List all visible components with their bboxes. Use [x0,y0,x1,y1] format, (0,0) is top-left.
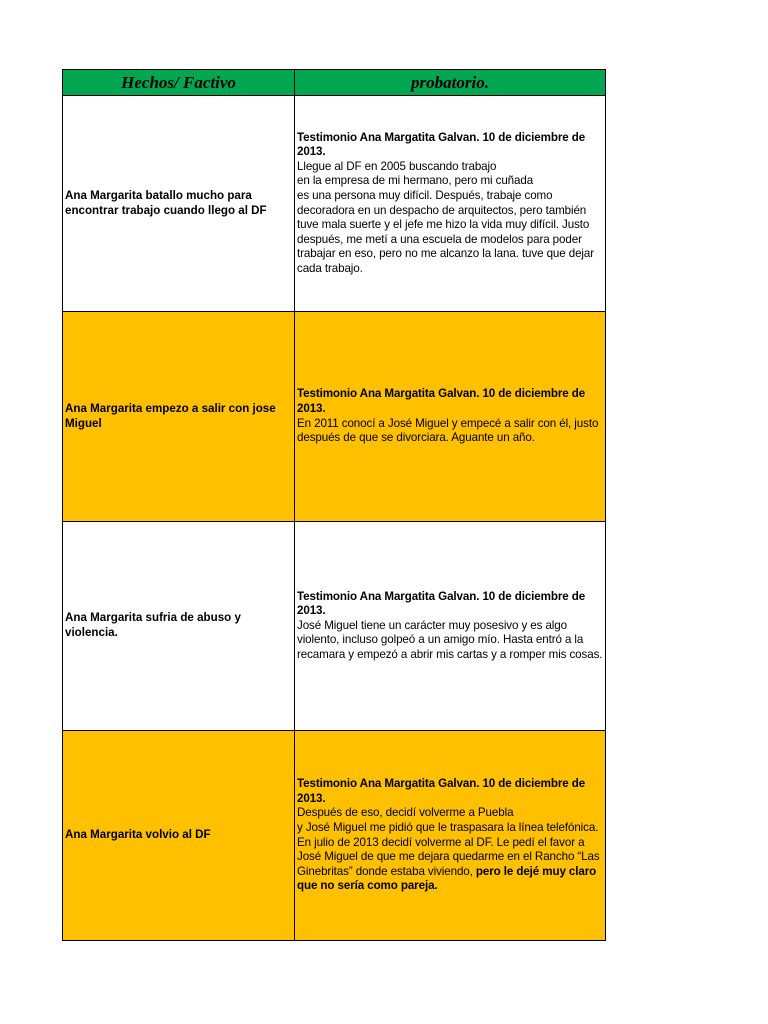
fact-cell[interactable]: Ana Margarita volvio al DF [63,731,295,941]
evidence-cell[interactable] [295,522,606,731]
header-row [63,70,606,96]
evidence-text: Después de eso, decidí volverme a Puebla y José Miguel me pidió que le traspasara la línea telefónica. En julio de 2013 decidí volverme al DF. Le pedí el favor a José Miguel de que me dejara quedarme en el Rancho “Las Ginebritas” donde estaba viviendo, [297,806,600,878]
evidence-bold-text: pero le dejé muy claro que no sería como pareja. [297,864,597,893]
spreadsheet-table-container [62,69,605,941]
header-hechos: Hechos/ Factivo [63,70,295,96]
evidence-text: En 2011 conocí a José Miguel y empecé a salir con él, justo después de que se divorciara. Aguante un año. [297,416,599,445]
evidence-body [297,806,603,894]
evidence-body [297,619,603,663]
evidence-text: José Miguel tiene un carácter muy posesivo y es algo violento, incluso golpeó a un amigo mío. Hasta entró a la recamara y empezó a abrir mis cartas y a romper mis cosas. [297,618,603,661]
evidence-title: Testimonio Ana Margatita Galvan. 10 de diciembre de 2013. [297,387,586,415]
evidence-title: Testimonio Ana Margatita Galvan. 10 de diciembre de 2013. [297,777,586,805]
fact-cell[interactable]: Ana Margarita empezo a salir con jose Miguel [63,312,295,522]
evidence-cell[interactable] [295,731,606,941]
table-row [63,96,606,312]
evidence-text: Llegue al DF en 2005 buscando trabajo en la empresa de mi hermano, pero mi cuñada es una persona muy difícil. Después, trabaje como decoradora en un despacho de arquitectos, pero también tuve mala suerte y el jefe me hizo la vida muy difícil. Justo después, me metí a una escuela de modelos para poder trabajar en eso, pero no me alcanzo la lana. tuve que dejar cada trabajo. [297,159,595,275]
evidence-title: Testimonio Ana Margatita Galvan. 10 de diciembre de 2013. [297,130,586,159]
evidence-body [297,417,603,446]
header-probatorio: probatorio. [295,70,606,96]
table-row [63,312,606,522]
evidence-cell[interactable] [295,96,606,312]
evidence-title: Testimonio Ana Margatita Galvan. 10 de diciembre de 2013. [297,589,586,618]
fact-cell[interactable]: Ana Margarita batallo mucho para encontrar trabajo cuando llego al DF [63,96,295,312]
fact-cell[interactable]: Ana Margarita sufria de abuso y violencia. [63,522,295,731]
evidence-body [297,160,603,277]
table-row [63,731,606,941]
facts-evidence-table [62,69,606,941]
evidence-cell[interactable] [295,312,606,522]
table-row [63,522,606,731]
